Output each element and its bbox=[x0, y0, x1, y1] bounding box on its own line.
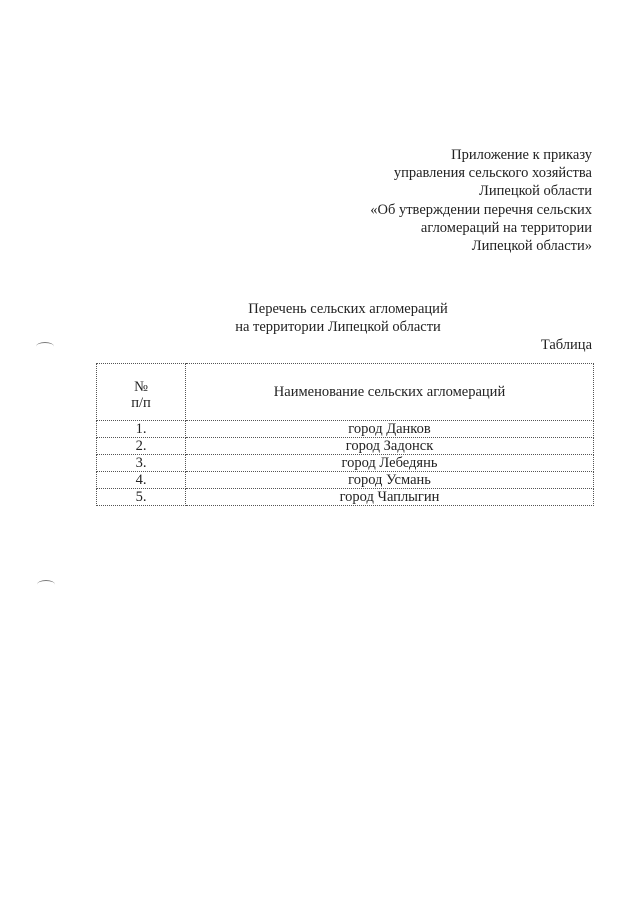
table-row bbox=[97, 472, 594, 489]
header-number: № bbox=[134, 379, 148, 395]
appendix-line: Приложение к приказу bbox=[451, 147, 592, 163]
header-number-sub: п/п bbox=[131, 395, 151, 411]
table-label: Таблица bbox=[540, 337, 592, 353]
row-number: 3. bbox=[97, 455, 186, 472]
row-name: город Задонск bbox=[186, 438, 594, 455]
row-number: 4. bbox=[97, 472, 186, 489]
row-name: город Усмань bbox=[186, 472, 594, 489]
title-line-1: Перечень сельских агломераций bbox=[248, 301, 448, 317]
table-row bbox=[97, 489, 594, 506]
row-number: 5. bbox=[97, 489, 186, 506]
header-number-cell bbox=[97, 364, 186, 421]
appendix-line: управления сельского хозяйства bbox=[393, 165, 592, 182]
margin-mark-top bbox=[36, 342, 54, 351]
appendix-line: агломераций на территории bbox=[420, 219, 592, 236]
row-name: город Чаплыгин bbox=[186, 489, 594, 506]
header-name-cell: Наименование сельских агломераций bbox=[186, 364, 594, 421]
margin-mark-bottom bbox=[37, 580, 55, 589]
appendix-line: Липецкой области bbox=[479, 183, 592, 200]
row-number: 2. bbox=[97, 438, 186, 455]
appendix-line: «Об утверждении перечня сельских bbox=[370, 201, 592, 218]
table-header-row bbox=[97, 364, 594, 421]
table-row bbox=[97, 421, 594, 438]
title-line-2: на территории Липецкой области bbox=[235, 319, 441, 335]
table-row bbox=[97, 438, 594, 455]
appendix-line: Липецкой области» bbox=[471, 238, 592, 255]
table-row bbox=[97, 455, 594, 472]
row-name: город Данков bbox=[186, 421, 594, 438]
document-title bbox=[0, 300, 640, 336]
agglomerations-table bbox=[96, 363, 594, 506]
appendix-header bbox=[370, 146, 592, 255]
row-number: 1. bbox=[97, 421, 186, 438]
row-name: город Лебедянь bbox=[186, 455, 594, 472]
